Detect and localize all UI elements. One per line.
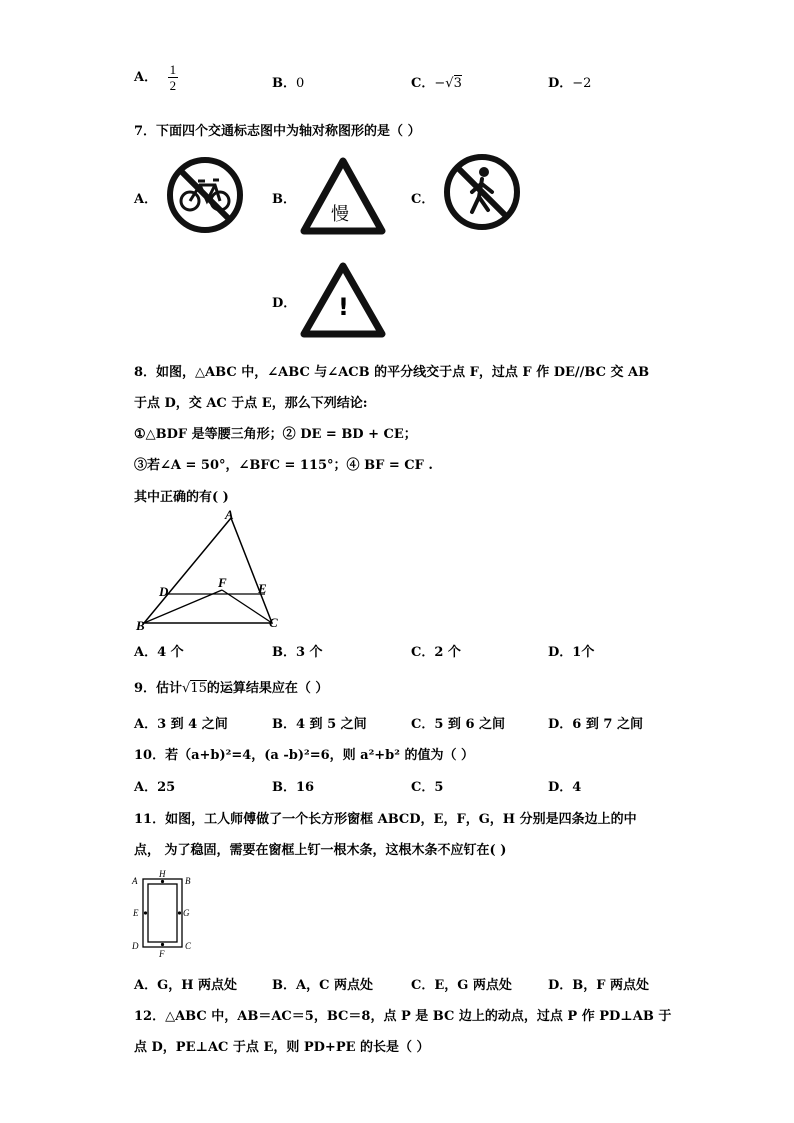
q9-option-d: D．6 到 7 之间 <box>548 717 643 732</box>
q10-option-b: B．16 <box>272 780 315 795</box>
q7-label-c: C． <box>411 192 435 207</box>
q11-line1: 11．如图，工人师傅做了一个长方形窗框 ABCD，E，F，G，H 分别是四条边上的中 <box>134 812 637 827</box>
q11-option-a: A．G，H 两点处 <box>134 978 237 993</box>
q10-stem: 10．若（a+b)²=4，(a -b)²=6，则 a²+b² 的值为（ ） <box>134 748 475 763</box>
q11-option-d: D．B，F 两点处 <box>548 978 650 993</box>
q8-option-d: D．1个 <box>548 645 595 660</box>
sqrt-icon: √ <box>445 76 454 91</box>
fig11-label-h: H <box>159 869 166 879</box>
q8-option-a: A．4 个 <box>134 645 184 660</box>
q8-triangle-figure <box>134 508 294 633</box>
fig11-label-d: D <box>132 941 139 951</box>
no-pedestrian-sign-icon <box>442 152 522 232</box>
q11-window-frame-figure <box>130 868 200 958</box>
q8-line2: 于点 D，交 AC 于点 E，那么下列结论: <box>134 396 368 411</box>
q7-label-b: B． <box>272 192 296 207</box>
q8-option-b: B．3 个 <box>272 645 323 660</box>
q7-stem: 7．下面四个交通标志图中为轴对称图形的是（ ） <box>134 124 421 139</box>
q8-line1: 8．如图，△ABC 中，∠ABC 与∠ACB 的平分线交于点 F，过点 F 作 DE//BC 交 AB <box>134 365 650 380</box>
fig8-label-c: C <box>269 615 278 630</box>
q9-option-c: C．5 到 6 之间 <box>411 717 506 732</box>
q7-label-d: D． <box>272 296 297 311</box>
fig8-label-d: D <box>159 584 169 599</box>
q6-option-d: D．−2 <box>548 76 592 91</box>
q10-option-c: C．5 <box>411 780 444 795</box>
no-bicycle-sign-icon <box>165 155 245 235</box>
fig11-label-b: B <box>185 876 191 886</box>
q10-option-a: A．25 <box>134 780 176 795</box>
sqrt-icon: √ <box>182 681 191 696</box>
fig8-label-a: A <box>225 507 234 522</box>
slow-sign-char: 慢 <box>331 204 349 225</box>
fig11-label-a: A <box>132 876 138 886</box>
q6-option-b: B．0 <box>272 76 305 91</box>
q12-line2: 点 D，PE⊥AC 于点 E，则 PD+PE 的长是（ ） <box>134 1040 430 1055</box>
q6-option-c: C．−√3 <box>411 76 462 91</box>
fig8-label-b: B <box>136 618 145 633</box>
fig11-label-g: G <box>183 908 190 918</box>
q11-line2: 点， 为了稳固，需要在窗框上钉一根木条，这根木条不应钉在( ) <box>134 843 507 858</box>
exclamation-sign-char: ! <box>338 293 349 321</box>
q9-option-b: B．4 到 5 之间 <box>272 717 367 732</box>
q8-line4: ③若∠A = 50°，∠BFC = 115°；④ BF = CF . <box>134 458 433 473</box>
fraction-one-half: $\frac{1}{2}$ <box>169 62 177 93</box>
fig11-label-c: C <box>185 941 192 951</box>
q11-option-b: B．A，C 两点处 <box>272 978 373 993</box>
fig11-label-f: F <box>159 949 165 959</box>
fig8-label-f: F <box>218 575 227 590</box>
fig11-label-e: E <box>133 908 139 918</box>
fig8-label-e: E <box>258 581 267 596</box>
q6-option-a: A． $\frac{1}{2}$ <box>134 62 177 93</box>
q11-option-c: C．E，G 两点处 <box>411 978 512 993</box>
q9-option-a: A．3 到 4 之间 <box>134 717 228 732</box>
q8-line3: ①△BDF 是等腰三角形；② DE = BD + CE； <box>134 427 417 442</box>
q9-stem: 9．估计√15的运算结果应在（ ） <box>134 681 329 696</box>
q10-option-d: D．4 <box>548 780 582 795</box>
q8-line5: 其中正确的有( ) <box>134 490 229 505</box>
q12-line1: 12．△ABC 中，AB＝AC＝5，BC＝8，点 P 是 BC 边上的动点，过点 P 作 PD⊥AB 于 <box>134 1009 672 1024</box>
q8-option-c: C．2 个 <box>411 645 461 660</box>
q7-label-a: A． <box>134 192 158 207</box>
